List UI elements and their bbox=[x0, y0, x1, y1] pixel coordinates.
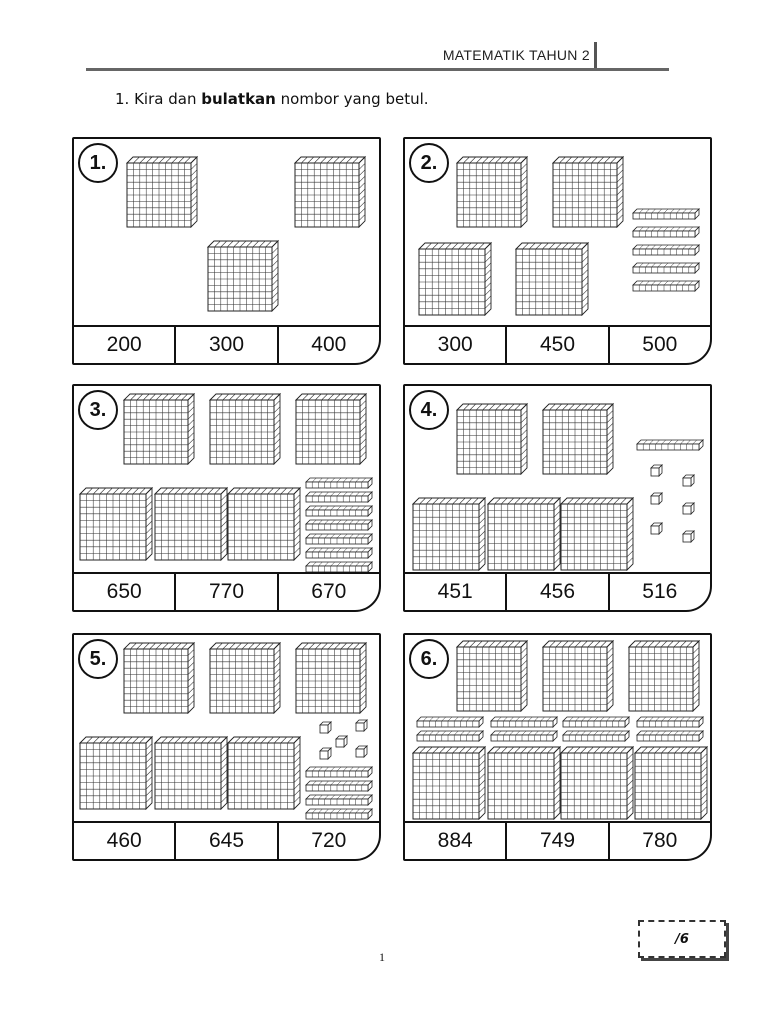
question-number: 5. bbox=[78, 639, 118, 679]
hundred-flat bbox=[629, 641, 699, 711]
ten-rod bbox=[491, 717, 557, 727]
question-number: 2. bbox=[409, 143, 449, 183]
hundred-flat bbox=[543, 404, 613, 474]
ten-rod bbox=[306, 548, 372, 558]
hundred-flat bbox=[413, 747, 485, 819]
hundred-flat bbox=[516, 243, 588, 315]
answer-row bbox=[405, 572, 710, 610]
hundred-flat bbox=[228, 737, 300, 809]
answer-row bbox=[74, 821, 379, 859]
ten-rod bbox=[306, 492, 372, 502]
base-ten-blocks bbox=[405, 386, 712, 574]
hundred-flat bbox=[457, 404, 527, 474]
header-rule bbox=[86, 68, 669, 71]
page-number: 1 bbox=[379, 950, 385, 964]
answer-option[interactable]: 300 bbox=[174, 327, 276, 363]
one-cube bbox=[336, 736, 347, 747]
hundred-flat bbox=[80, 737, 152, 809]
one-cube bbox=[320, 722, 331, 733]
hundred-flat bbox=[124, 643, 194, 713]
one-cube bbox=[683, 503, 694, 514]
hundred-flat bbox=[228, 488, 300, 560]
one-cube bbox=[683, 531, 694, 542]
ten-rod bbox=[417, 717, 483, 727]
ten-rod bbox=[563, 731, 629, 741]
answer-option[interactable]: 460 bbox=[106, 829, 142, 852]
answer-option[interactable]: 645 bbox=[174, 823, 276, 859]
answer-option[interactable]: 780 bbox=[608, 823, 710, 859]
answer-option[interactable]: 516 bbox=[608, 574, 710, 610]
ten-rod bbox=[491, 731, 557, 741]
hundred-flat bbox=[127, 157, 197, 227]
hundred-flat bbox=[488, 747, 560, 819]
ten-rod bbox=[633, 245, 699, 255]
answer-row bbox=[405, 821, 710, 859]
question-card-5 bbox=[72, 633, 381, 861]
hundred-flat bbox=[457, 641, 527, 711]
base-ten-blocks bbox=[74, 139, 381, 327]
hundred-flat bbox=[80, 488, 152, 560]
question-number: 1. bbox=[78, 143, 118, 183]
one-cube bbox=[651, 465, 662, 476]
base-ten-blocks bbox=[405, 635, 712, 823]
answer-option[interactable]: 500 bbox=[608, 327, 710, 363]
ten-rod bbox=[637, 717, 703, 727]
hundred-flat bbox=[457, 157, 527, 227]
ten-rod bbox=[633, 227, 699, 237]
base-ten-blocks bbox=[74, 635, 381, 823]
ten-rod bbox=[306, 478, 372, 488]
ten-rod bbox=[637, 731, 703, 741]
question-number: 4. bbox=[409, 390, 449, 430]
answer-row bbox=[74, 325, 379, 363]
hundred-flat bbox=[296, 394, 366, 464]
ten-rod bbox=[563, 717, 629, 727]
score-box: /6 bbox=[638, 920, 726, 958]
ten-rod bbox=[306, 767, 372, 777]
answer-option[interactable]: 884 bbox=[437, 829, 473, 852]
hundred-flat bbox=[561, 498, 633, 570]
question-number: 6. bbox=[409, 639, 449, 679]
hundred-flat bbox=[635, 747, 707, 819]
hundred-flat bbox=[155, 737, 227, 809]
one-cube bbox=[651, 493, 662, 504]
hundred-flat bbox=[296, 643, 366, 713]
ten-rod bbox=[306, 809, 372, 819]
hundred-flat bbox=[208, 241, 278, 311]
question-card-1 bbox=[72, 137, 381, 365]
hundred-flat bbox=[295, 157, 365, 227]
base-ten-blocks bbox=[74, 386, 381, 574]
question-card-2 bbox=[403, 137, 712, 365]
question-number: 3. bbox=[78, 390, 118, 430]
answer-option[interactable]: 200 bbox=[106, 333, 142, 356]
question-card-4 bbox=[403, 384, 712, 612]
ten-rod bbox=[633, 209, 699, 219]
answer-option[interactable]: 650 bbox=[106, 580, 142, 603]
answer-option[interactable]: 670 bbox=[277, 574, 379, 610]
question-card-3 bbox=[72, 384, 381, 612]
instruction-number: 1. bbox=[115, 90, 130, 108]
hundred-flat bbox=[553, 157, 623, 227]
ten-rod bbox=[306, 520, 372, 530]
answer-option[interactable]: 400 bbox=[277, 327, 379, 363]
hundred-flat bbox=[543, 641, 613, 711]
worksheet-header: MATEMATIK TAHUN 2 bbox=[442, 47, 590, 63]
answer-option[interactable]: 720 bbox=[277, 823, 379, 859]
ten-rod bbox=[306, 795, 372, 805]
hundred-flat bbox=[561, 747, 633, 819]
hundred-flat bbox=[488, 498, 560, 570]
ten-rod bbox=[306, 506, 372, 516]
ten-rod bbox=[633, 281, 699, 291]
ten-rod bbox=[306, 534, 372, 544]
question-card-6 bbox=[403, 633, 712, 861]
ten-rod bbox=[633, 263, 699, 273]
base-ten-blocks bbox=[405, 139, 712, 327]
instruction bbox=[115, 90, 429, 108]
one-cube bbox=[356, 746, 367, 757]
answer-option[interactable]: 749 bbox=[505, 823, 607, 859]
header-divider bbox=[594, 42, 597, 69]
hundred-flat bbox=[155, 488, 227, 560]
hundred-flat bbox=[124, 394, 194, 464]
answer-row bbox=[74, 572, 379, 610]
one-cube bbox=[356, 720, 367, 731]
one-cube bbox=[651, 523, 662, 534]
instruction-text-after: nombor yang betul. bbox=[280, 90, 429, 108]
hundred-flat bbox=[210, 394, 280, 464]
hundred-flat bbox=[413, 498, 485, 570]
answer-option[interactable]: 770 bbox=[174, 574, 276, 610]
ten-rod bbox=[306, 562, 372, 572]
one-cube bbox=[320, 748, 331, 759]
instruction-text-before: Kira dan bbox=[134, 90, 197, 108]
answer-option[interactable]: 300 bbox=[437, 333, 473, 356]
hundred-flat bbox=[419, 243, 491, 315]
ten-rod bbox=[306, 781, 372, 791]
answer-row bbox=[405, 325, 710, 363]
instruction-bold-word: bulatkan bbox=[201, 90, 276, 108]
answer-option[interactable]: 451 bbox=[437, 580, 473, 603]
ten-rod bbox=[637, 440, 703, 450]
one-cube bbox=[683, 475, 694, 486]
answer-option[interactable]: 450 bbox=[505, 327, 607, 363]
ten-rod bbox=[417, 731, 483, 741]
hundred-flat bbox=[210, 643, 280, 713]
answer-option[interactable]: 456 bbox=[505, 574, 607, 610]
